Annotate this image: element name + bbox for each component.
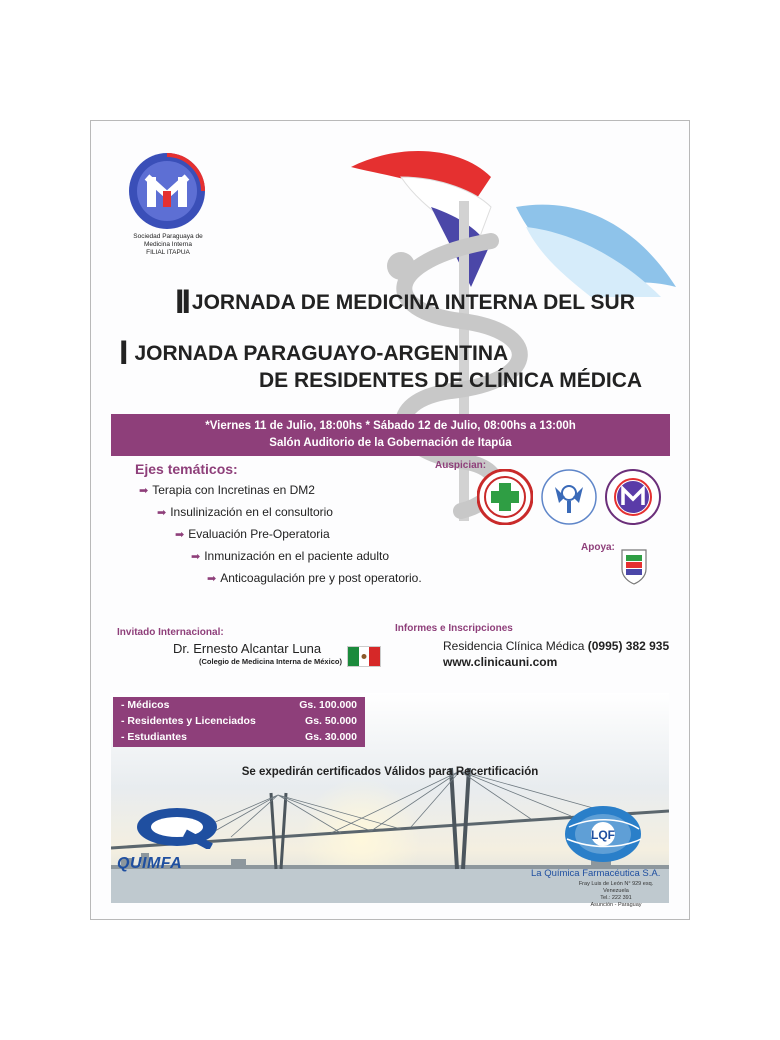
event-venue: Salón Auditorio de la Gobernación de Itapúa [269,437,512,449]
lqf-address: Fray Luis de León N° 929 esq. Venezuela Tel.: 222 391 Asunción - Paraguay [578,881,654,908]
lqf-name: La Química Farmacéutica S.A. [531,868,661,879]
poster [90,120,690,920]
municipality-shield-logo [619,547,649,587]
informes-phone: (0995) 382 935 [587,639,670,653]
price-row: - Residentes y Licenciados Gs. 50.000 [121,715,357,727]
invitado-org: (Colegio de Medicina Interna de México) [199,657,342,666]
hospital-school-seal-logo [541,469,597,525]
invitado-label: Invitado Internacional: [117,627,224,638]
arrow-right-icon: ➡ [207,573,217,585]
eje-item: ➡ Evaluación Pre-Operatoria [175,527,330,541]
apoya-label: Apoya: [581,542,615,553]
quimfa-name: QUIMFA [117,855,183,872]
informes-residencia: Residencia Clínica Médica (0995) 382 935 [443,639,670,653]
title-line-1 [175,283,635,322]
price-table [113,697,365,747]
arrow-right-icon: ➡ [157,507,167,519]
certificates-note: Se expedirán certificados Válidos para Recertificación [241,766,539,778]
red-cross-seal-logo [477,469,533,525]
eje-item: ➡ Inmunización en el paciente adulto [191,549,390,563]
informes-label: Informes e Inscripciones [395,623,513,634]
title-text-2: JORNADA PARAGUAYO-ARGENTINA [134,342,509,365]
arrow-right-icon: ➡ [191,551,201,563]
lqf-globe-logo [561,803,645,865]
price-row: - Estudiantes Gs. 30.000 [121,731,357,743]
lqf-logo-text: LQF [591,828,615,842]
event-dates: *Viernes 11 de Julio, 18:00hs * Sábado 12 de Julio, 08:00hs a 13:00h [205,420,576,432]
arrow-right-icon: ➡ [175,529,185,541]
title-line-2 [119,334,508,373]
price-row: - Médicos Gs. 100.000 [121,699,357,711]
quimfa-q-logo [127,805,227,849]
internal-medicine-service-seal-logo [605,469,661,525]
informes-web: www.clinicauni.com [443,655,558,669]
mexico-flag-icon [347,646,381,667]
title-line-3: DE RESIDENTES DE CLÍNICA MÉDICA [259,369,643,392]
event-dates-bar [111,414,670,456]
invitado-name: Dr. Ernesto Alcantar Luna [173,641,322,656]
eje-item: ➡ Anticoagulación pre y post operatorio. [207,571,422,585]
society-name: Sociedad Paraguaya de Medicina Interna FILIAL ITAPUA [133,233,203,256]
auspician-label: Auspician: [435,460,487,471]
arrow-right-icon: ➡ [139,485,149,497]
eje-item: ➡ Terapia con Incretinas en DM2 [139,483,315,497]
eje-item: ➡ Insulinización en el consultorio [157,505,333,519]
title-roman-i: I [119,334,129,372]
spmi-logo [127,151,207,231]
title-text-1: JORNADA DE MEDICINA INTERNA DEL SUR [191,291,635,314]
title-roman-ii: II [175,283,188,321]
ejes-title: Ejes temáticos: [135,461,238,477]
